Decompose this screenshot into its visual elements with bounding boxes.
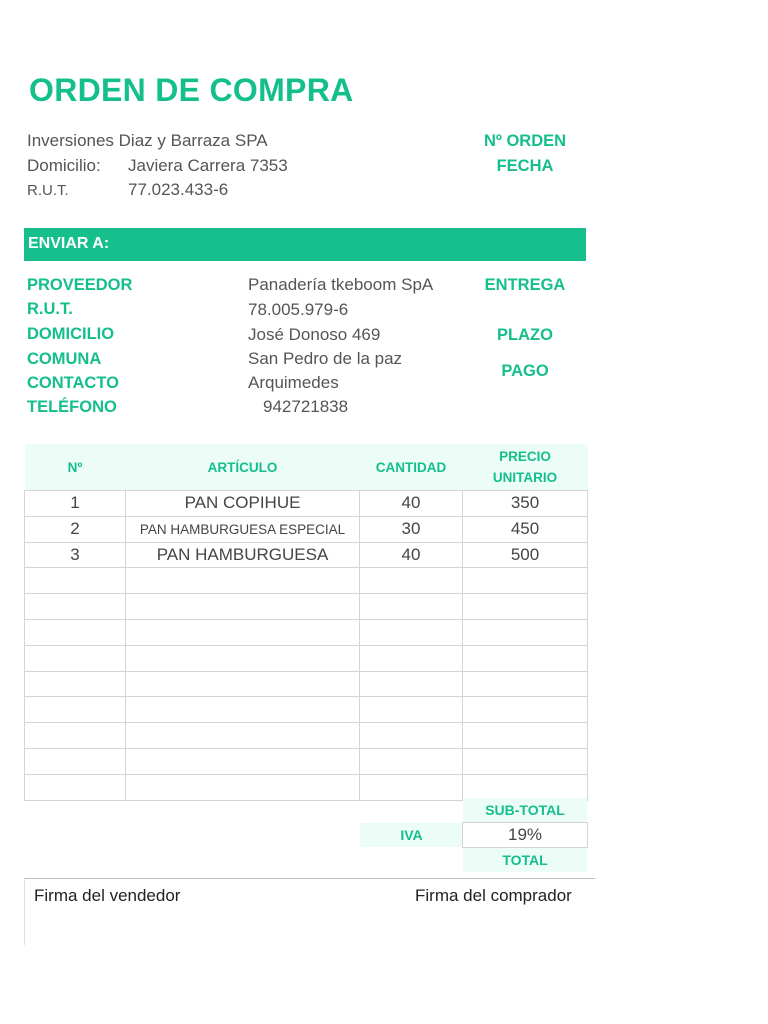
row-article: [126, 619, 360, 645]
document-title: ORDEN DE COMPRA: [29, 72, 354, 108]
delivery-label: ENTREGA: [484, 276, 566, 294]
row-unit-price: 350: [463, 491, 588, 517]
table-row: [25, 697, 588, 723]
row-unit-price: [463, 723, 588, 749]
row-article: [126, 594, 360, 620]
table-row: [25, 594, 588, 620]
row-quantity: [360, 723, 463, 749]
header-article: ARTÍCULO: [126, 444, 360, 491]
send-to-header: ENVIAR A:: [28, 235, 110, 252]
row-number: 3: [25, 542, 126, 568]
row-unit-price: [463, 645, 588, 671]
row-unit-price: [463, 619, 588, 645]
table-row: [25, 774, 588, 800]
table-row: [25, 748, 588, 774]
row-number: [25, 774, 126, 800]
iva-value: 19%: [462, 822, 588, 848]
row-unit-price: [463, 697, 588, 723]
row-quantity: [360, 671, 463, 697]
row-article: [126, 748, 360, 774]
row-quantity: [360, 774, 463, 800]
row-unit-price: 500: [463, 542, 588, 568]
order-date-label: FECHA: [496, 157, 554, 175]
row-number: [25, 619, 126, 645]
row-article: PAN COPIHUE: [126, 491, 360, 517]
row-unit-price: [463, 748, 588, 774]
row-article: PAN HAMBURGUESA: [126, 542, 360, 568]
table-row: [25, 568, 588, 594]
iva-label: IVA: [360, 823, 463, 847]
row-quantity: [360, 568, 463, 594]
term-label: PLAZO: [497, 326, 553, 344]
supplier-value-contacto: Arquimedes: [248, 373, 339, 392]
header-unit-price-line1: PRECIO: [499, 449, 551, 464]
table-row: [25, 619, 588, 645]
table-row: [25, 491, 588, 517]
supplier-label-comuna: COMUNA: [27, 350, 102, 368]
items-table: [24, 444, 588, 801]
row-number: 2: [25, 516, 126, 542]
row-number: [25, 723, 126, 749]
supplier-value-domicilio: José Donoso 469: [248, 325, 381, 344]
company-rut-label: R.U.T.: [27, 182, 69, 199]
row-article: [126, 697, 360, 723]
seller-signature-label: Firma del vendedor: [34, 886, 181, 905]
row-article: [126, 723, 360, 749]
row-unit-price: [463, 568, 588, 594]
header-unit-price-line2: UNITARIO: [492, 470, 558, 485]
row-quantity: [360, 697, 463, 723]
supplier-label-rut: R.U.T.: [27, 300, 73, 318]
row-article: [126, 568, 360, 594]
row-quantity: 30: [360, 516, 463, 542]
send-to-header-bar: [24, 228, 586, 261]
buyer-signature-label: Firma del comprador: [415, 886, 572, 905]
row-unit-price: [463, 671, 588, 697]
table-row: [25, 723, 588, 749]
row-quantity: 40: [360, 542, 463, 568]
supplier-value-proveedor: Panadería tkeboom SpA: [248, 275, 434, 294]
row-unit-price: [463, 774, 588, 800]
row-quantity: [360, 594, 463, 620]
table-row: [25, 671, 588, 697]
header-unit-price: [463, 444, 588, 491]
company-address-label: Domicilio:: [27, 156, 101, 175]
company-rut-value: 77.023.433-6: [128, 180, 229, 199]
supplier-label-proveedor: PROVEEDOR: [27, 276, 133, 294]
row-number: [25, 671, 126, 697]
table-row: [25, 542, 588, 568]
payment-label: PAGO: [501, 362, 549, 380]
row-number: 1: [25, 491, 126, 517]
row-quantity: [360, 645, 463, 671]
row-number: [25, 645, 126, 671]
supplier-value-comuna: San Pedro de la paz: [248, 349, 403, 368]
supplier-label-telefono: TELÉFONO: [27, 398, 117, 416]
row-quantity: [360, 748, 463, 774]
total-label: TOTAL: [463, 848, 587, 872]
supplier-value-telefono: 942721838: [263, 397, 349, 416]
order-number-label: Nº ORDEN: [483, 132, 567, 150]
row-article: [126, 645, 360, 671]
header-quantity: CANTIDAD: [360, 444, 463, 491]
table-row: [25, 516, 588, 542]
subtotal-label: SUB-TOTAL: [463, 798, 587, 822]
header-number: Nº: [25, 444, 126, 491]
row-quantity: 40: [360, 491, 463, 517]
row-article: PAN HAMBURGUESA ESPECIAL: [126, 516, 360, 542]
row-unit-price: 450: [463, 516, 588, 542]
table-row: [25, 645, 588, 671]
supplier-label-contacto: CONTACTO: [27, 374, 119, 392]
row-number: [25, 748, 126, 774]
company-address-value: Javiera Carrera 7353: [128, 156, 288, 175]
company-name: Inversiones Diaz y Barraza SPA: [27, 131, 268, 150]
row-number: [25, 594, 126, 620]
supplier-label-domicilio: DOMICILIO: [27, 325, 115, 343]
row-number: [25, 697, 126, 723]
row-article: [126, 671, 360, 697]
items-table-header-row: [25, 444, 588, 491]
supplier-value-rut: 78.005.979-6: [248, 300, 349, 319]
row-quantity: [360, 619, 463, 645]
buyer-signature-clip: [380, 878, 587, 918]
row-unit-price: [463, 594, 588, 620]
row-number: [25, 568, 126, 594]
row-article: [126, 774, 360, 800]
